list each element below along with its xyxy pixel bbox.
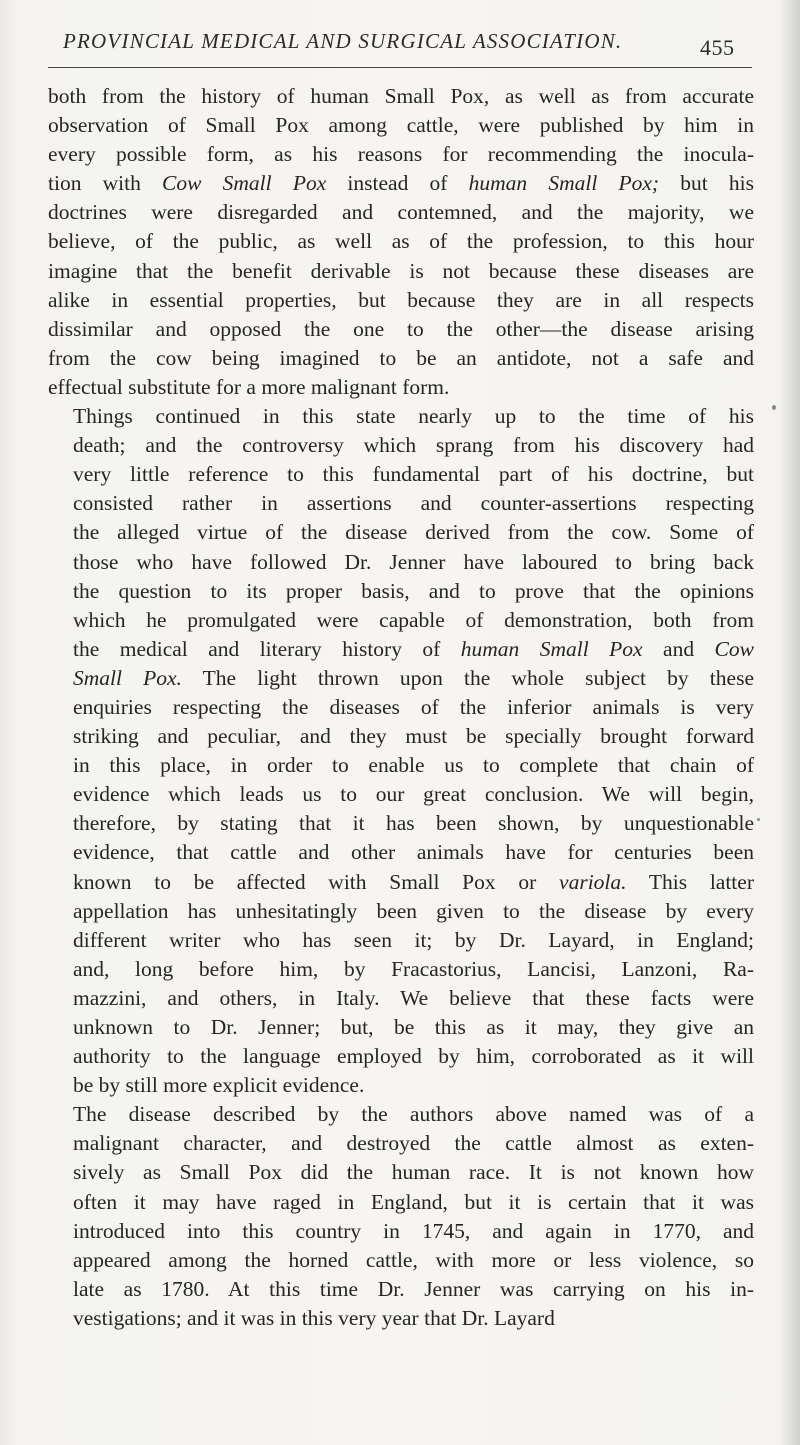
text-line bbox=[48, 111, 754, 140]
text-line bbox=[48, 315, 754, 344]
text-line bbox=[48, 751, 754, 780]
text-run: different writer who has seen it; by Dr. Layard, in England; bbox=[73, 927, 754, 952]
text-run: authority to the language employed by him, corroborated as it will bbox=[73, 1044, 754, 1069]
text-line bbox=[48, 809, 754, 838]
text-run: those who have followed Dr. Jenner have laboured to bring back bbox=[73, 549, 754, 574]
text-run: believe, of the public, as well as of the profession, to this hour bbox=[48, 229, 754, 254]
text-line bbox=[48, 489, 754, 518]
text-run: every possible form, as his reasons for recommending the inocula- bbox=[48, 142, 754, 167]
paragraph bbox=[48, 82, 754, 402]
text-line bbox=[48, 431, 754, 460]
text-run: the question to its proper basis, and to prove that the opinions bbox=[73, 578, 754, 603]
text-run: be by still more explicit evidence. bbox=[73, 1073, 365, 1098]
text-run: known to be affected with Small Pox or bbox=[73, 869, 560, 894]
text-run: malignant character, and destroyed the cattle almost as exten- bbox=[73, 1131, 754, 1156]
text-line bbox=[48, 838, 754, 867]
text-run: Things continued in this state nearly up to the time of his bbox=[73, 404, 754, 429]
paragraph bbox=[48, 1100, 754, 1333]
running-title: PROVINCIAL MEDICAL AND SURGICAL ASSOCIATION. bbox=[63, 29, 623, 53]
text-run: which he promulgated were capable of demonstration, both from bbox=[73, 607, 754, 632]
text-line bbox=[48, 1188, 754, 1217]
text-line bbox=[48, 955, 754, 984]
text-line bbox=[48, 606, 754, 635]
text-line bbox=[48, 548, 754, 577]
text-run: introduced into this country in 1745, and again in 1770, and bbox=[73, 1218, 754, 1243]
text-run: in this place, in order to enable us to complete that chain of bbox=[73, 753, 754, 778]
paragraph bbox=[48, 402, 754, 1100]
text-line bbox=[48, 577, 754, 606]
text-line bbox=[48, 780, 754, 809]
text-line bbox=[48, 926, 754, 955]
text-run: tion with bbox=[48, 171, 163, 196]
text-line bbox=[48, 722, 754, 751]
text-run: effectual substitute for a more malignant form. bbox=[48, 374, 450, 399]
text-line bbox=[48, 140, 754, 169]
text-line bbox=[48, 1217, 754, 1246]
text-run: consisted rather in assertions and counter-assertions respecting bbox=[73, 491, 754, 516]
text-run: appellation has unhesitatingly been given to the disease by every bbox=[73, 898, 754, 923]
text-run: evidence which leads us to our great conclusion. We will begin, bbox=[73, 782, 754, 807]
text-run: sively as Small Pox did the human race. It is not known how bbox=[73, 1160, 754, 1185]
page-number: 455 bbox=[700, 35, 735, 60]
text-run: death; and the controversy which sprang from his discovery had bbox=[73, 433, 754, 458]
text-run: and, long before him, by Fracastorius, Lancisi, Lanzoni, Ra- bbox=[73, 956, 754, 981]
text-run: alike in essential properties, but because they are in all respects bbox=[48, 287, 754, 312]
text-run: therefore, by stating that it has been shown, by unquestionable bbox=[73, 811, 754, 836]
italic-text: Cow Small Pox bbox=[162, 171, 327, 196]
text-line bbox=[48, 1100, 754, 1129]
text-run: vestigations; and it was in this very year that Dr. Layard bbox=[73, 1305, 555, 1330]
text-run: the alleged virtue of the disease derived from the cow. Some of bbox=[73, 520, 754, 545]
body-text bbox=[48, 82, 754, 1333]
italic-text: Cow bbox=[714, 636, 754, 661]
text-run: striking and peculiar, and they must be specially brought forward bbox=[73, 724, 754, 749]
text-run: observation of Small Pox among cattle, were published by him in bbox=[48, 113, 754, 138]
text-line bbox=[48, 198, 754, 227]
text-run: late as 1780. At this time Dr. Jenner was carrying on his in- bbox=[73, 1276, 754, 1301]
print-speck bbox=[772, 405, 776, 410]
text-line bbox=[48, 227, 754, 256]
text-line bbox=[48, 344, 754, 373]
text-line bbox=[48, 664, 754, 693]
text-line bbox=[48, 897, 754, 926]
text-run: and bbox=[642, 636, 715, 661]
italic-text: human Small Pox bbox=[460, 636, 643, 661]
text-line bbox=[48, 1275, 754, 1304]
running-head bbox=[63, 27, 763, 67]
text-line bbox=[48, 82, 754, 111]
text-line bbox=[48, 1158, 754, 1187]
text-run: instead of bbox=[326, 171, 469, 196]
text-run: imagine that the benefit derivable is not because these diseases are bbox=[48, 258, 754, 283]
text-run: from the cow being imagined to be an antidote, not a safe and bbox=[48, 345, 754, 370]
text-line bbox=[48, 1304, 754, 1333]
text-run: This latter bbox=[626, 869, 754, 894]
text-line bbox=[48, 868, 754, 897]
text-run: evidence, that cattle and other animals have for centuries been bbox=[73, 840, 754, 865]
italic-text: human Small Pox; bbox=[468, 171, 660, 196]
text-line bbox=[48, 1013, 754, 1042]
text-line bbox=[48, 257, 754, 286]
text-run: the medical and literary history of bbox=[73, 636, 461, 661]
text-run: mazzini, and others, in Italy. We believe that these facts were bbox=[73, 985, 754, 1010]
text-run: often it may have raged in England, but it is certain that it was bbox=[73, 1189, 754, 1214]
text-run: but his bbox=[659, 171, 754, 196]
text-line bbox=[48, 693, 754, 722]
text-line bbox=[48, 1246, 754, 1275]
italic-text: variola. bbox=[559, 869, 627, 894]
text-line bbox=[48, 286, 754, 315]
text-run: very little reference to this fundamental part of his doctrine, but bbox=[73, 462, 754, 487]
text-line bbox=[48, 984, 754, 1013]
text-run: appeared among the horned cattle, with more or less violence, so bbox=[73, 1247, 754, 1272]
text-line bbox=[48, 169, 754, 198]
text-line bbox=[48, 460, 754, 489]
italic-text: Small Pox. bbox=[73, 665, 182, 690]
page-edge-shadow bbox=[780, 0, 800, 1445]
text-line bbox=[48, 402, 754, 431]
text-run: The disease described by the authors above named was of a bbox=[73, 1102, 754, 1127]
text-line bbox=[48, 373, 754, 402]
text-line bbox=[48, 1071, 754, 1100]
text-run: enquiries respecting the diseases of the inferior animals is very bbox=[73, 694, 754, 719]
text-run: dissimilar and opposed the one to the other—the disease arising bbox=[48, 316, 754, 341]
text-line bbox=[48, 1129, 754, 1158]
text-run: both from the history of human Small Pox, as well as from accurate bbox=[48, 84, 754, 108]
text-line bbox=[48, 1042, 754, 1071]
print-speck bbox=[757, 818, 760, 821]
text-run: unknown to Dr. Jenner; but, be this as it may, they give an bbox=[73, 1015, 754, 1039]
text-line bbox=[48, 635, 754, 664]
text-line bbox=[48, 518, 754, 547]
header-rule bbox=[48, 67, 752, 68]
text-run: The light thrown upon the whole subject by these bbox=[181, 665, 754, 690]
text-run: doctrines were disregarded and contemned, and the majority, we bbox=[48, 200, 754, 225]
